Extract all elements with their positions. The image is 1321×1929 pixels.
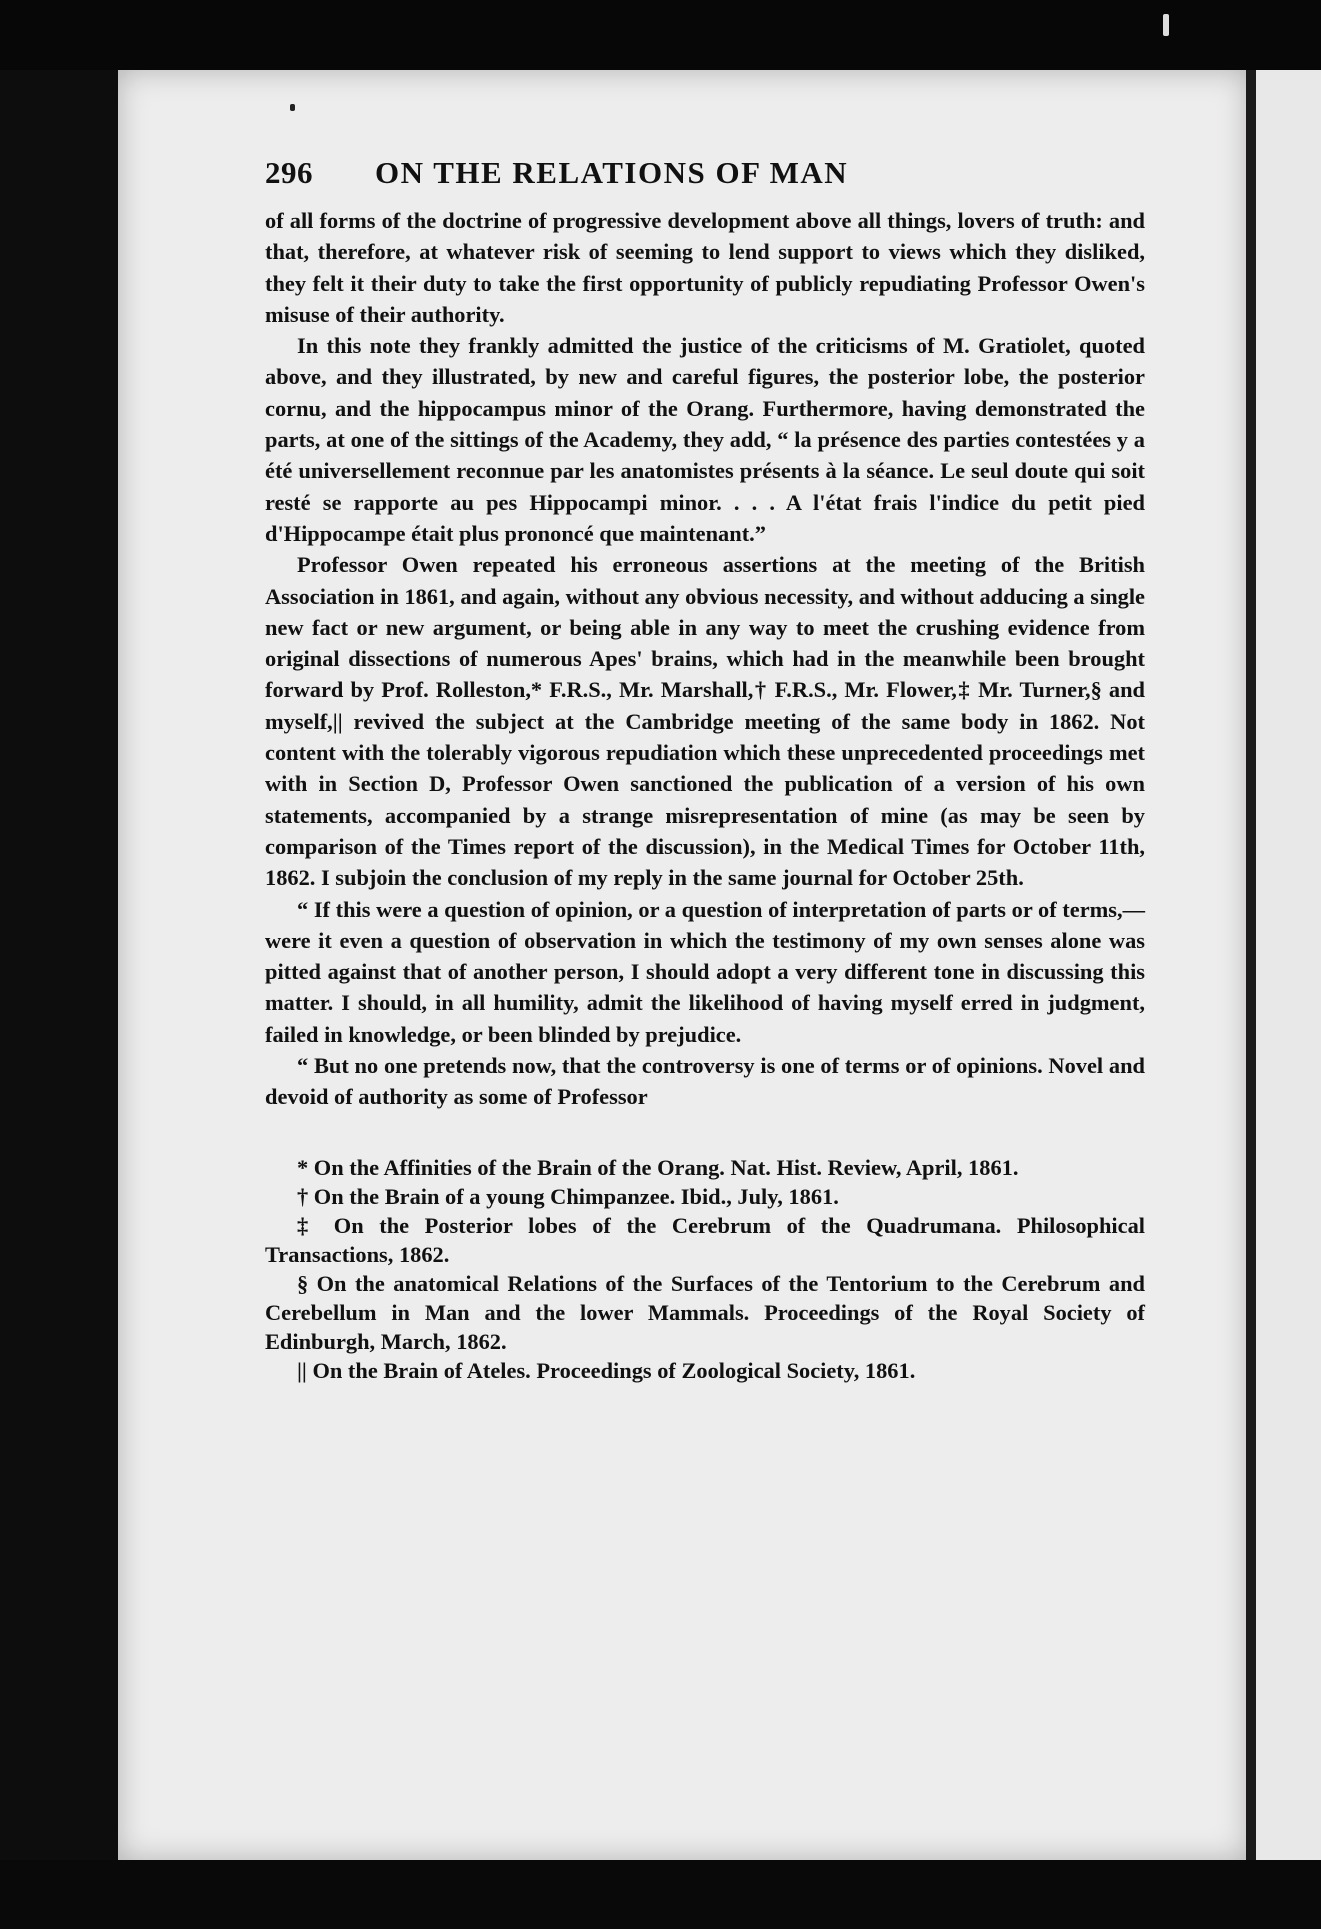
facing-page-edge	[1256, 70, 1321, 1860]
footnotes	[265, 1153, 1145, 1385]
page-content	[265, 155, 1145, 1385]
running-title: ON THE RELATIONS OF MAN	[375, 155, 849, 190]
dust-speck	[290, 104, 295, 111]
paragraph: of all forms of the doctrine of progressive development above all things, lovers of truth: and that, therefore, at whatever risk of seeming to lend support to views which they disliked, they felt it their duty to take the first opportunity of publicly repudiating Professor Owen's misuse of their authority.	[265, 208, 1145, 327]
footnote: ‡ On the Posterior lobes of the Cerebrum of the Quadrumana. Philosophical Transactions, 1862.	[265, 1212, 1145, 1267]
footnote: † On the Brain of a young Chimpanzee. Ibid., July, 1861.	[297, 1183, 839, 1209]
footnote: § On the anatomical Relations of the Surfaces of the Tentorium to the Cerebrum and Cerebellum in Man and the lower Mammals. Proceedings of the Royal Society of Edinburgh, March, 1862.	[265, 1270, 1145, 1354]
running-head	[265, 155, 1145, 191]
footnote: * On the Affinities of the Brain of the Orang. Nat. Hist. Review, April, 1861.	[297, 1154, 1019, 1180]
scan-border-bottom	[0, 1860, 1321, 1929]
paragraph: “ But no one pretends now, that the controversy is one of terms or of opinions. Novel and devoid of authority as some of Professor	[265, 1053, 1145, 1110]
scan-border-top	[0, 0, 1321, 70]
scan-border-left	[0, 70, 118, 1929]
body-text	[265, 205, 1145, 1113]
paragraph: In this note they frankly admitted the justice of the criticisms of M. Gratiolet, quoted above, and they illustrated, by new and careful figures, the posterior lobe, the posterior cornu, and the hippocampus minor of the Orang. Furthermore, having demonstrated the parts, at one of the sittings of the Academy, they add, “ la présence des parties contestées y a été universellement reconnue par les anatomistes présents à la séance. Le seul doute qui soit resté se rapporte au pes Hippocampi minor. . . . A l'état frais l'indice du petit pied d'Hippocampe était plus prononcé que maintenant.”	[265, 333, 1145, 546]
page-number: 296	[265, 155, 313, 190]
paragraph: Professor Owen repeated his erroneous assertions at the meeting of the British Association in 1861, and again, without any obvious necessity, and without adducing a single new fact or new argument, or being able in any way to meet the crushing evidence from original dissections of numerous Apes' brains, which had in the meanwhile been brought forward by Prof. Rolleston,* F.R.S., Mr. Marshall,† F.R.S., Mr. Flower,‡ Mr. Turner,§ and myself,|| revived the subject at the Cambridge meeting of the same body in 1862. Not content with the tolerably vigorous repudiation which these unprecedented proceedings met with in Section D, Professor Owen sanctioned the publication of a version of his own statements, accompanied by a strange misrepresentation of mine (as may be seen by comparison of the Times report of the discussion), in the Medical Times for October 11th, 1862. I subjoin the conclusion of my reply in the same journal for October 25th.	[265, 552, 1145, 891]
paragraph: “ If this were a question of opinion, or a question of interpretation of parts or of terms,—were it even a question of observation in which the testimony of my own senses alone was pitted against that of another person, I should adopt a very different tone in discussing this matter. I should, in all humility, admit the likelihood of having myself erred in judgment, failed in knowledge, or been blinded by prejudice.	[265, 896, 1145, 1047]
footnote: || On the Brain of Ateles. Proceedings of Zoological Society, 1861.	[297, 1357, 916, 1383]
dust-speck	[1163, 14, 1169, 36]
page-gutter	[1246, 70, 1256, 1860]
